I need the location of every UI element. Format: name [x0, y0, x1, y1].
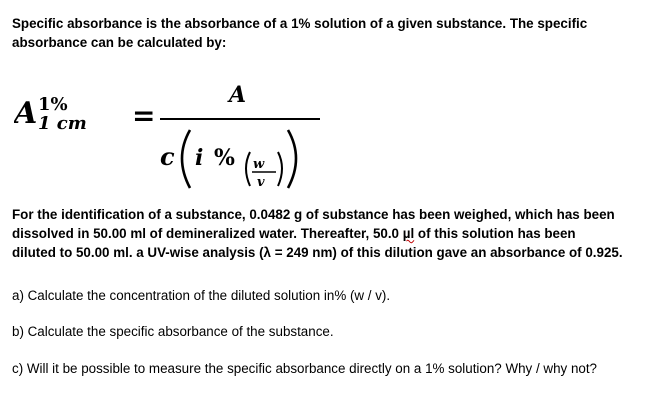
formula-percent-symbol: %	[214, 145, 235, 171]
formula-w-symbol: w	[253, 157, 265, 172]
problem-line	[12, 224, 648, 243]
specific-absorbance-formula	[14, 78, 334, 198]
intro-line: Specific absorbance is the absorbance of a 1% solution of a given substance. The specific	[12, 16, 588, 31]
formula-i-symbol: i	[195, 145, 204, 171]
intro-line: absorbance can be calculated by:	[12, 35, 227, 50]
formula-subscript: 1 cm	[38, 113, 87, 134]
intro-paragraph	[12, 14, 648, 52]
outer-right-parenthesis	[288, 130, 296, 188]
formula-v-symbol: v	[257, 175, 265, 190]
formula-equals-sign: =	[132, 99, 156, 132]
inner-left-parenthesis	[246, 152, 250, 186]
problem-line: diluted to 50.00 ml. a UV-wise analysis (λ = 249 nm) of this dilution gave an absorbance of 0.925.	[12, 245, 623, 260]
formula-concentration-symbol: c	[160, 142, 175, 171]
question-b: b) Calculate the specific absorbance of the substance.	[12, 324, 334, 339]
problem-paragraph	[12, 205, 648, 262]
formula-superscript: 1%	[38, 94, 68, 115]
outer-left-parenthesis	[182, 130, 190, 188]
formula-base-symbol: A	[14, 96, 38, 131]
formula-numerator: A	[229, 82, 247, 108]
inner-right-parenthesis	[278, 152, 282, 186]
problem-line-text: of this solution has been	[414, 226, 576, 241]
problem-line-text: dissolved in 50.00 ml of demineralized water. Thereafter, 50.0	[12, 226, 403, 241]
question-a: a) Calculate the concentration of the diluted solution in% (w / v).	[12, 288, 391, 303]
spellcheck-flagged-word: µl	[402, 226, 415, 241]
problem-line: For the identification of a substance, 0.0482 g of substance has been weighed, which has been	[12, 207, 615, 222]
question-c: c) Will it be possible to measure the specific absorbance directly on a 1% solution? Why / why not?	[12, 361, 598, 376]
